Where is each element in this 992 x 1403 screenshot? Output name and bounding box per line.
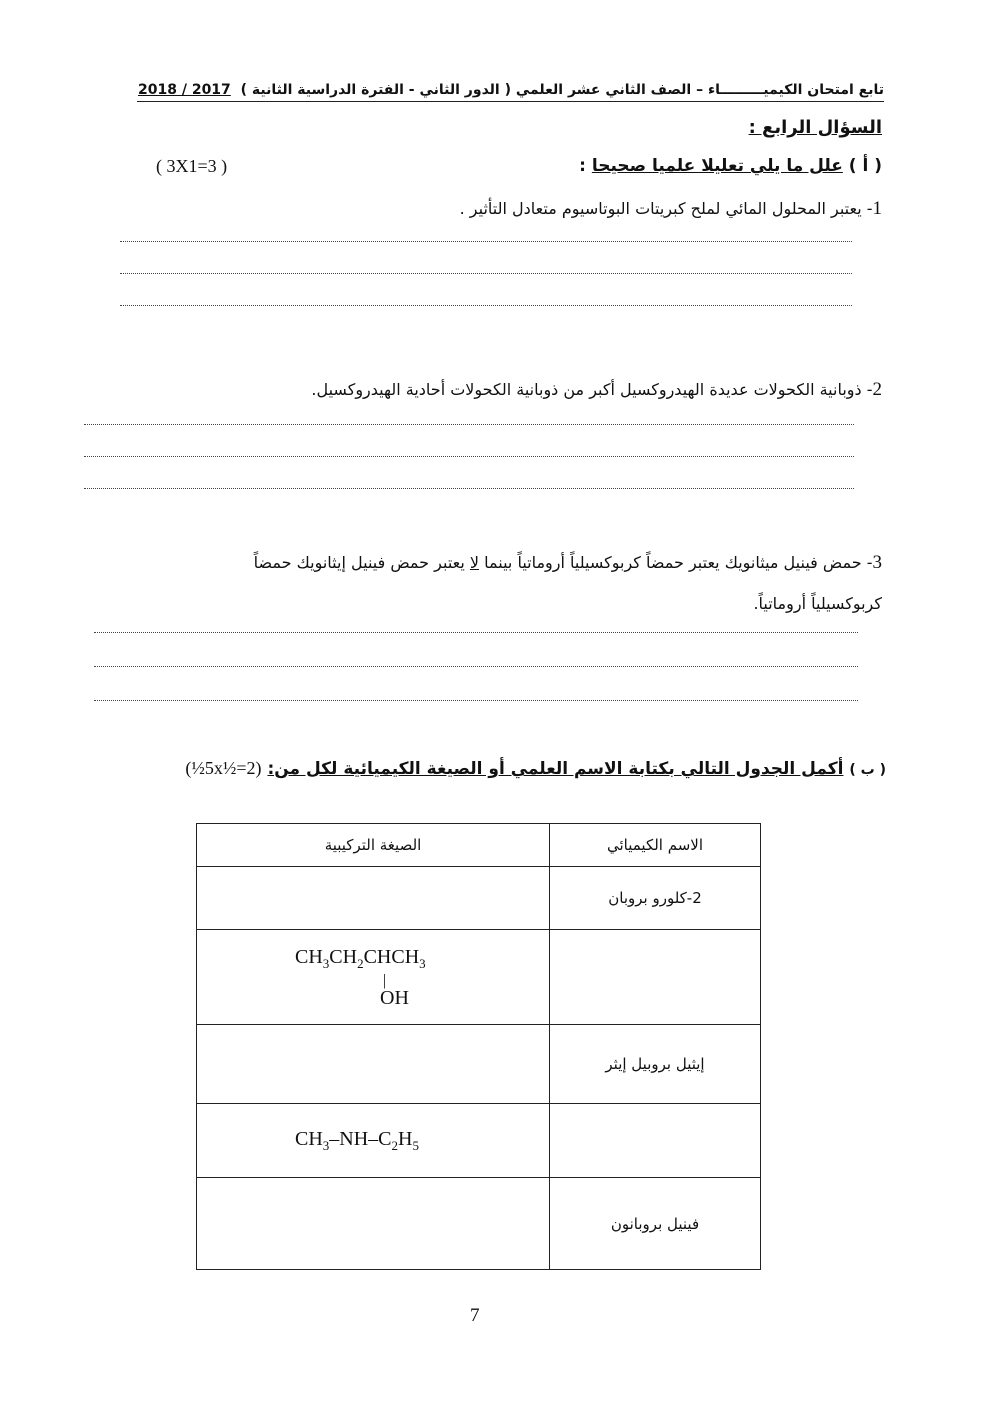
- reason-item-2: [311, 379, 882, 401]
- part-b-prefix: ( ب ): [849, 762, 886, 778]
- item-text-after: يعتبر حمض فينيل إيثانويك حمضاً: [253, 553, 470, 572]
- reason-item-3: [254, 552, 882, 574]
- part-a-prefix: ( أ ): [848, 156, 882, 176]
- exam-year: 2018 / 2017: [138, 82, 231, 98]
- question-title: السؤال الرابع :: [748, 117, 882, 138]
- part-a-title: علل ما يلي تعليلا علميا صحيحا: [591, 156, 843, 176]
- part-a-marks: ( 3X1=3 ): [156, 156, 228, 176]
- name-cell: 2-كلورو بروبان: [550, 867, 761, 930]
- answer-line[interactable]: [94, 700, 858, 701]
- answer-line[interactable]: [84, 456, 854, 457]
- item-text: - يعتبر المحلول المائي لملح كبريتات البوتاسيوم متعادل التأثير .: [459, 199, 873, 218]
- part-a-heading: [579, 156, 882, 176]
- formula-answer-cell[interactable]: [197, 1178, 550, 1270]
- header-divider: [137, 101, 884, 102]
- answer-line[interactable]: [84, 488, 854, 489]
- formula-answer-cell[interactable]: [197, 867, 550, 930]
- table-row: [197, 867, 761, 930]
- name-cell: فينيل بروبانون: [550, 1178, 761, 1270]
- table-header-row: [197, 824, 761, 867]
- part-b-marks: (5x½=2½): [185, 758, 262, 778]
- page-number: 7: [470, 1305, 480, 1326]
- item-text-la: لا: [469, 553, 480, 572]
- header-name: الاسم الكيميائي: [550, 824, 761, 867]
- name-answer-cell[interactable]: [550, 1104, 761, 1178]
- formula-cell: [197, 1104, 550, 1178]
- answer-line[interactable]: [120, 241, 852, 242]
- part-a-colon: :: [579, 156, 586, 176]
- formula-line-2: OH: [380, 986, 409, 1009]
- formula-cell: [197, 930, 550, 1025]
- part-b-title: أكمل الجدول التالي بكتابة الاسم العلمي أو الصيغة الكيميائية لكل من:: [267, 759, 844, 779]
- answer-line[interactable]: [94, 666, 858, 667]
- item-number: 3: [872, 552, 882, 573]
- reason-item-1: [460, 198, 882, 220]
- formula-answer-cell[interactable]: [197, 1025, 550, 1104]
- reason-item-3-line2: كربوكسيلياً أروماتياً.: [753, 594, 882, 613]
- table-row: [197, 1178, 761, 1270]
- formula-text: $CH_3-NH-C_2H_5$: [295, 1127, 419, 1153]
- answer-line[interactable]: [84, 424, 854, 425]
- name-cell: إيثيل بروبيل إيثر: [550, 1025, 761, 1104]
- name-answer-cell[interactable]: [550, 930, 761, 1025]
- formula-line-1: $CH_3CH_2CHCH_3$: [295, 945, 426, 971]
- item-text-before: - حمض فينيل ميثانويك يعتبر حمضاً كربوكسيلياً أروماتياً بينما: [479, 553, 873, 572]
- answer-line[interactable]: [94, 632, 858, 633]
- answer-line[interactable]: [120, 305, 852, 306]
- part-b-heading: [118, 758, 886, 779]
- item-number: 1: [872, 198, 882, 219]
- exam-header: تابع امتحان الكيميـــــــــاء – الصف الثاني عشر العلمي ( الدور الثاني - الفترة الدراسية الثانية ): [240, 82, 884, 98]
- formula-bond: |: [383, 971, 387, 989]
- table-row: [197, 1025, 761, 1104]
- chemistry-table: [196, 823, 761, 1270]
- answer-line[interactable]: [120, 273, 852, 274]
- table-row: [197, 930, 761, 1025]
- item-number: 2: [872, 379, 882, 400]
- item-text: - ذوبانية الكحولات عديدة الهيدروكسيل أكبر من ذوبانية الكحولات أحادية الهيدروكسيل.: [311, 380, 873, 399]
- table-row: [197, 1104, 761, 1178]
- header-formula: الصيغة التركيبية: [197, 824, 550, 867]
